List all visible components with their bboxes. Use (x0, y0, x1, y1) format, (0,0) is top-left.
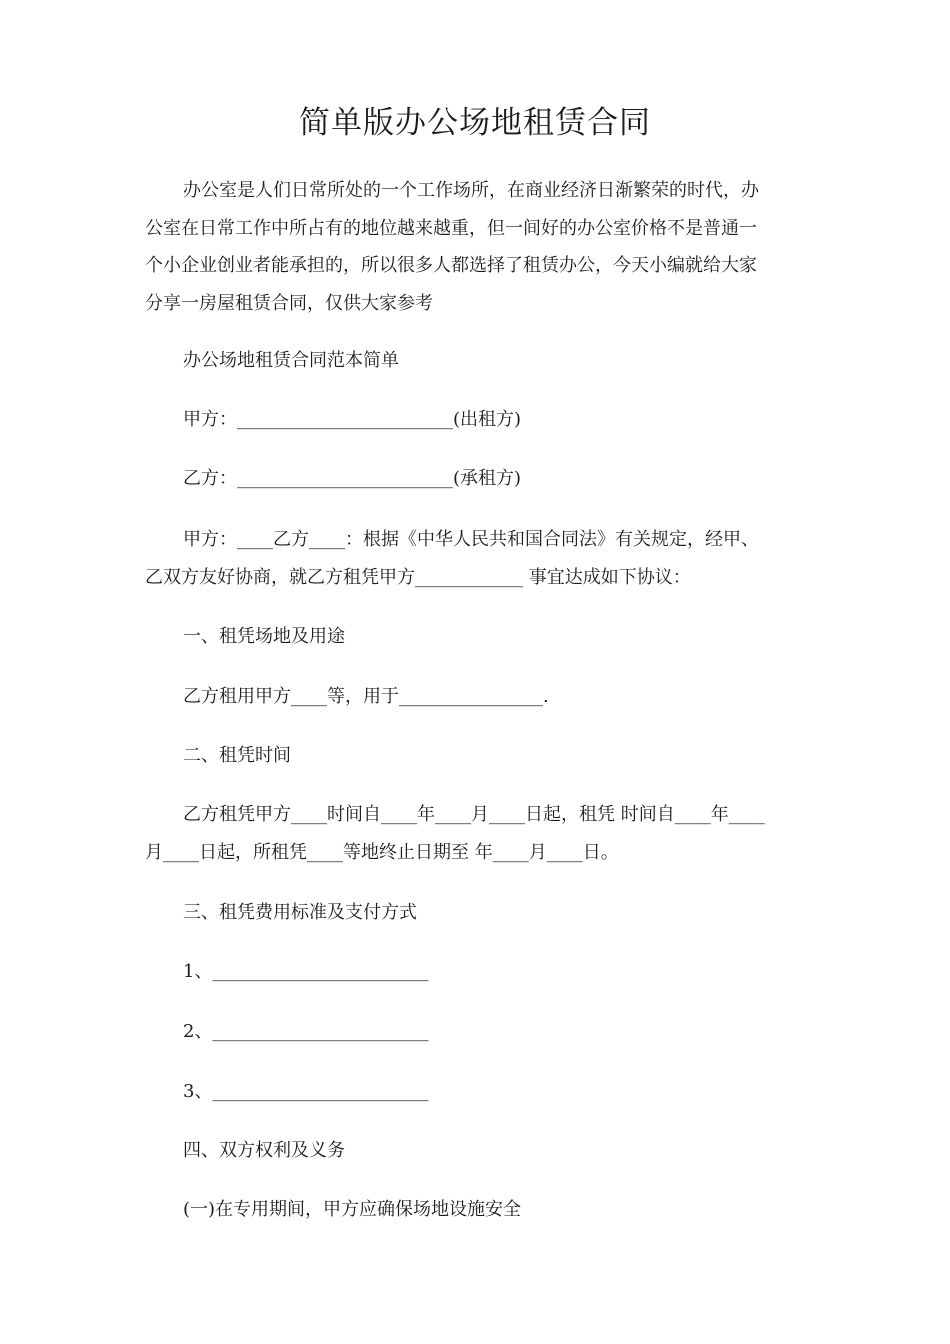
section-3-heading: 三、租凭费用标准及支付方式 (183, 902, 417, 923)
section-3-item: 2、________________________ (183, 1021, 429, 1042)
intro-line: 分享一房屋租赁合同，仅供大家参考 (145, 292, 433, 314)
section-2-heading: 二、租凭时间 (183, 745, 291, 766)
section-2-line-2: 月____日起，所租凭____等地终止日期至 年____月____日。 (145, 842, 619, 863)
party-b-line: 乙方：________________________(承租方) (183, 468, 522, 489)
section-1-text: 乙方租用甲方____等，用于________________. (183, 686, 549, 707)
section-1-heading: 一、租凭场地及用途 (183, 626, 345, 647)
contract-subtitle: 办公场地租赁合同范本简单 (183, 350, 399, 371)
section-4-heading: 四、双方权利及义务 (183, 1140, 345, 1161)
intro-paragraph (145, 172, 805, 322)
section-2-line-1: 乙方租凭甲方____时间自____年____月____日起，租凭 时间自____年____ (183, 804, 765, 825)
intro-line: 办公室是人们日常所处的一个工作场所，在商业经济日渐繁荣的时代，办 (183, 180, 759, 201)
preamble-line-2: 乙双方友好协商，就乙方租凭甲方____________ 事宜达成如下协议： (145, 567, 691, 588)
intro-line: 个小企业创业者能承担的，所以很多人都选择了租赁办公，今天小编就给大家 (145, 255, 757, 276)
party-a-line: 甲方：________________________(出租方) (183, 409, 522, 430)
preamble-line-1: 甲方：____乙方____：根据《中华人民共和国合同法》有关规定，经甲、 (183, 529, 759, 550)
intro-line: 公室在日常工作中所占有的地位越来越重，但一间好的办公室价格不是普通一 (145, 217, 757, 239)
section-4-item-1: (一)在专用期间，甲方应确保场地设施安全 (183, 1199, 522, 1220)
section-3-item: 3、________________________ (183, 1081, 429, 1102)
document-title: 简单版办公场地租赁合同 (299, 105, 651, 141)
section-3-item: 1、________________________ (183, 961, 429, 982)
